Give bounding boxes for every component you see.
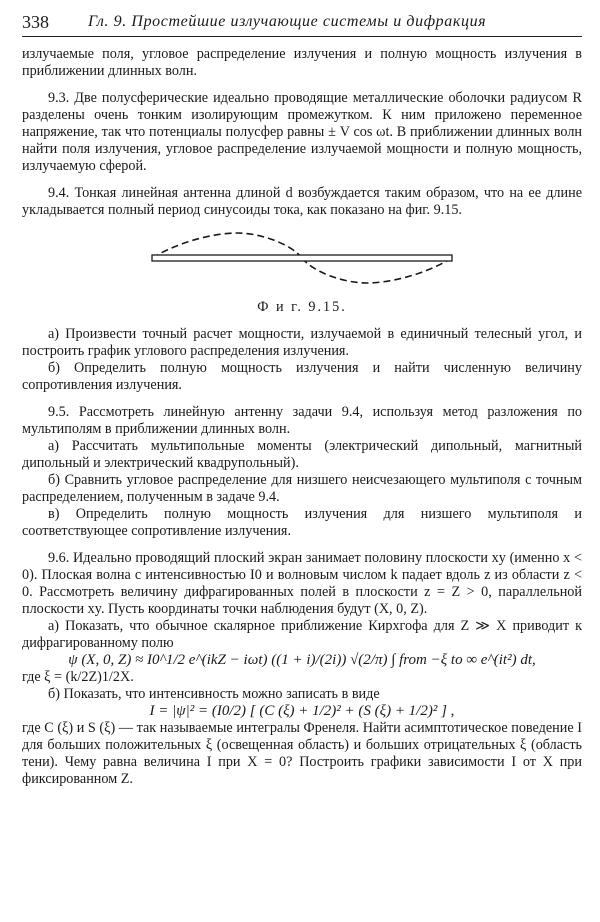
antenna-rod: [152, 255, 452, 261]
figure-caption: Ф и г. 9.15.: [257, 299, 347, 315]
current-wave-negative: [302, 258, 452, 283]
equation-intensity: I = |ψ|² = (I0/2) [ (C (ξ) + 1/2)² + (S (ξ) + 1/2)² ] ,: [149, 703, 455, 719]
problem-9-3: 9.3. Две полусферические идеально проводящие металлические оболочки радиусом R разделены очень тонким изолирующим промежутком. К ним приложено переменное напряжение, так что потенциалы полусфер равны ± V cos ωt. В приближении длинных волн найти поля излучения, угловое распределение излучаемой мощности и полную мощность, излучаемую сферой.: [22, 90, 582, 174]
figure-9-15: [22, 225, 582, 316]
item-a: а) Произвести точный расчет мощности, излучаемой в единичный телесный угол, и построить график углового распределения излучения.: [22, 326, 582, 359]
item-b: б) Определить полную мощность излучения и найти численную величину сопротивления излучения.: [22, 360, 582, 393]
item-a: а) Показать, что обычное скалярное приближение Кирхгофа для Z ≫ X приводит к дифрагированному полю: [22, 618, 582, 651]
xi-definition: где ξ = (k/2Z)1/2X.: [22, 669, 134, 685]
current-wave-positive: [152, 233, 302, 258]
chapter-title: Гл. 9. Простейшие излучающие системы и дифракция: [88, 13, 487, 30]
paragraph-fresnel: где C (ξ) и S (ξ) — так называемые интегралы Френеля. Найти асимптотическое поведение I для больших положительных ξ (освещенная область) и больших отрицательных ξ (область тени). Чему равна величина I при X = 0? Построить графики зависимости I от X при фиксированном Z.: [22, 720, 582, 787]
item-b: б) Сравнить угловое распределение для низшего неисчезающего мультиполя с точным распределением, полученным в задаче 9.4.: [22, 472, 582, 505]
problem-9-4: 9.4. Тонкая линейная антенна длиной d возбуждается таким образом, что на ее длине укладывается полный период синусоиды тока, как показано на фиг. 9.15.: [22, 185, 582, 218]
equation-psi: ψ (X, 0, Z) ≈ I0^1/2 e^(ikZ − iωt) ((1 + i)/(2i)) √(2/π) ∫ from −ξ to ∞ e^(it²) dt,: [68, 652, 536, 668]
problem-9-6: 9.6. Идеально проводящий плоский экран занимает половину плоскости xy (именно x < 0). Плоская волна с интенсивностью I0 и волновым числом k падает вдоль z из области z < 0. Рассмотреть величину дифрагированных полей в плоскости z = Z > 0, параллельной плоскости xy. Пусть координаты точки наблюдения будут (X, 0, Z).: [22, 550, 582, 617]
paragraph: излучаемые поля, угловое распределение излучения и полную мощность излучения в приближении длинных волн.: [22, 46, 582, 79]
page-body: [22, 46, 582, 788]
problem-9-5: 9.5. Рассмотреть линейную антенну задачи 9.4, используя метод разложения по мультиполям в приближении длинных волн.: [22, 404, 582, 437]
item-a: а) Рассчитать мультипольные моменты (электрический дипольный, магнитный дипольный и электрический квадрупольный).: [22, 438, 582, 471]
page-number: 338: [22, 12, 49, 32]
item-v: в) Определить полную мощность излучения для низшего мультиполя и соответствующее сопротивление излучения.: [22, 506, 582, 539]
running-header: [22, 10, 582, 37]
antenna-sine-figure: [142, 225, 462, 291]
item-b: б) Показать, что интенсивность можно записать в виде: [48, 686, 380, 702]
